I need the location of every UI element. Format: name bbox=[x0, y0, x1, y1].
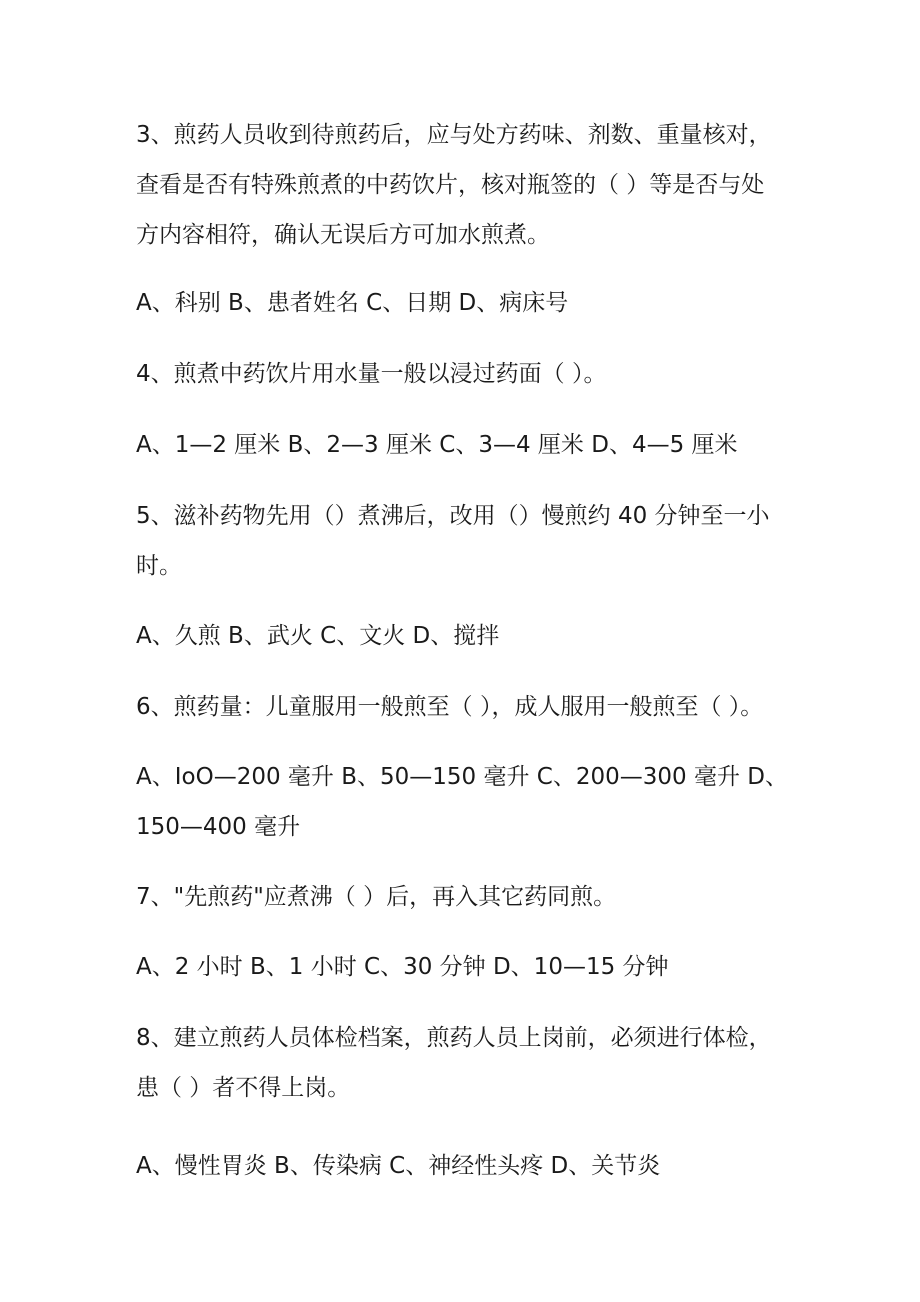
option-line: 150—400 毫升 bbox=[136, 814, 301, 840]
question-line: 时。 bbox=[136, 553, 182, 579]
options-3 bbox=[136, 278, 796, 328]
question-5 bbox=[136, 491, 796, 591]
options-6 bbox=[136, 752, 796, 852]
question-line: 4、煎煮中药饮片用水量一般以浸过药面（ ）。 bbox=[136, 361, 607, 387]
question-7 bbox=[136, 872, 796, 922]
question-line: 8、建立煎药人员体检档案，煎药人员上岗前，必须进行体检， bbox=[136, 1025, 772, 1051]
option-line: A、2 小时 B、1 小时 C、30 分钟 D、10—15 分钟 bbox=[136, 954, 669, 980]
option-line: A、IoO—200 毫升 B、50—150 毫升 C、200—300 毫升 D、 bbox=[136, 764, 788, 790]
options-7 bbox=[136, 942, 796, 992]
options-8 bbox=[136, 1141, 796, 1191]
question-6 bbox=[136, 682, 796, 732]
question-line: 6、煎药量：儿童服用一般煎至（ ），成人服用一般煎至（ ）。 bbox=[136, 694, 764, 720]
question-8 bbox=[136, 1013, 796, 1113]
question-line: 7、"先煎药"应煮沸（ ）后，再入其它药同煎。 bbox=[136, 884, 617, 910]
question-line: 3、煎药人员收到待煎药后，应与处方药味、剂数、重量核对， bbox=[136, 122, 772, 148]
question-line: 查看是否有特殊煎煮的中药饮片，核对瓶签的（ ）等是否与处 bbox=[136, 172, 765, 198]
question-line: 方内容相符，确认无误后方可加水煎煮。 bbox=[136, 222, 550, 248]
question-4 bbox=[136, 349, 796, 399]
option-line: A、1—2 厘米 B、2—3 厘米 C、3—4 厘米 D、4—5 厘米 bbox=[136, 432, 738, 458]
question-3 bbox=[136, 110, 796, 260]
options-4 bbox=[136, 420, 796, 470]
question-line: 患（ ）者不得上岗。 bbox=[136, 1075, 351, 1101]
options-5 bbox=[136, 611, 796, 661]
option-line: A、科别 B、患者姓名 C、日期 D、病床号 bbox=[136, 290, 569, 316]
option-line: A、慢性胃炎 B、传染病 C、神经性头疼 D、关节炎 bbox=[136, 1153, 661, 1179]
option-line: A、久煎 B、武火 C、文火 D、搅拌 bbox=[136, 623, 500, 649]
question-line: 5、滋补药物先用（）煮沸后，改用（）慢煎约 40 分钟至一小 bbox=[136, 503, 770, 529]
